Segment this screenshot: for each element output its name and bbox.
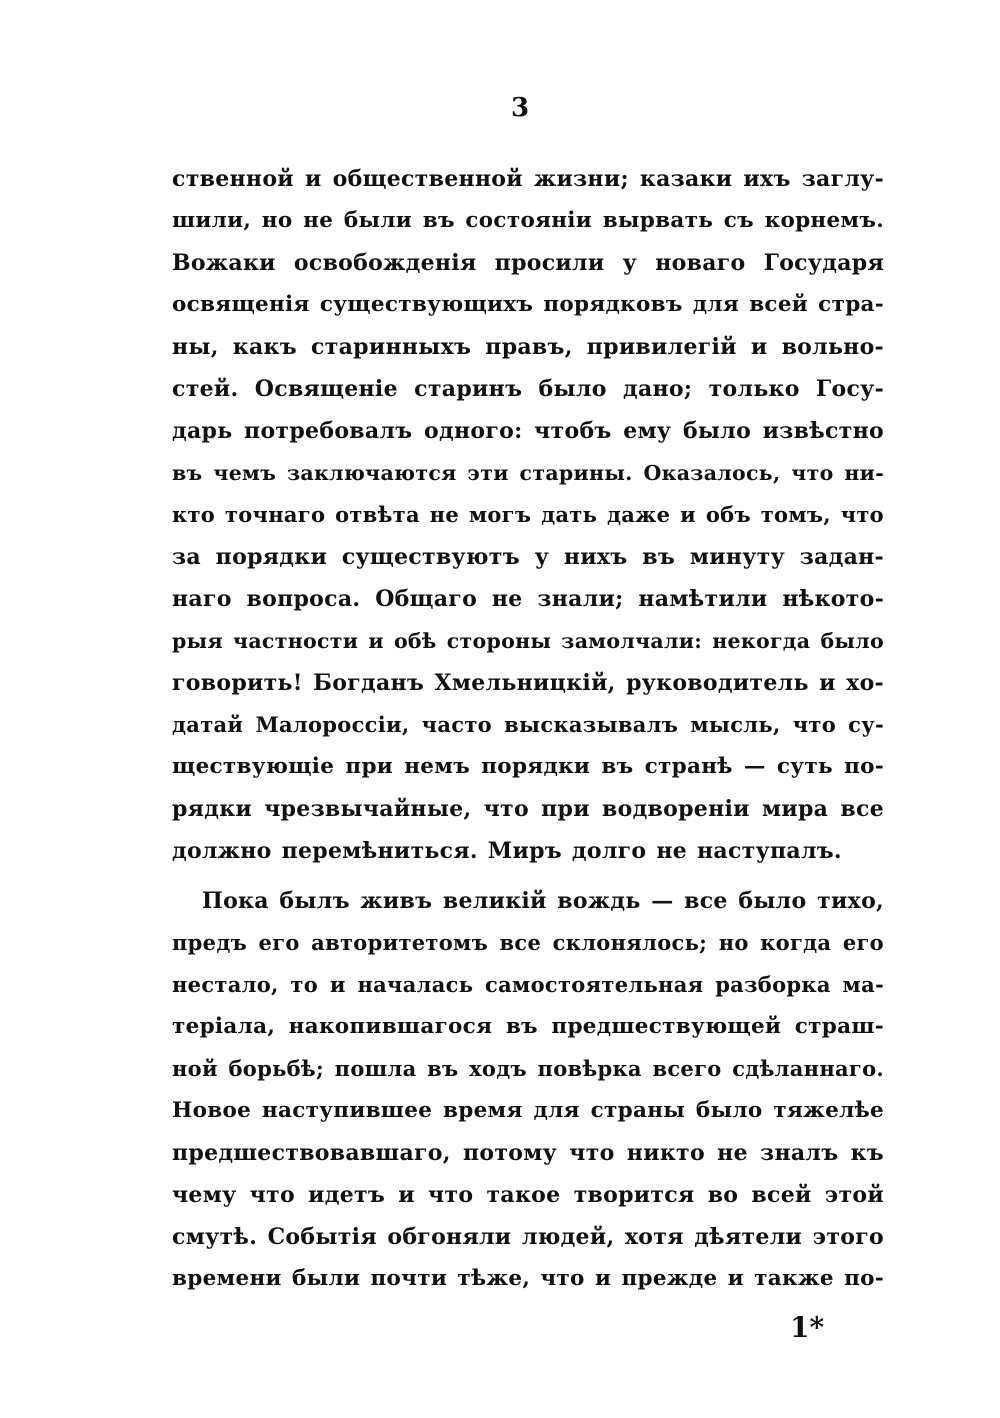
text-line: Пока былъ живъ великій вождь — все было тихо,: [202, 888, 884, 914]
text-line: въ чемъ заключаются эти старины. Оказалось, что ни-: [172, 461, 884, 485]
text-line: должно перемѣниться. Миръ долго не наступалъ.: [172, 838, 842, 864]
text-line: смутѣ. Событія обгоняли людей, хотя дѣятели этого: [172, 1224, 884, 1250]
text-line: освященія существующихъ порядковъ для всей стра-: [172, 292, 884, 317]
text-line: ной борьбѣ; пошла въ ходъ повѣрка всего сдѣланнаго.: [172, 1056, 884, 1081]
text-line: ществующіе при немъ порядки въ странѣ — суть по-: [172, 754, 884, 779]
text-line: шили, но не были въ состояніи вырвать съ корнемъ.: [172, 208, 884, 233]
text-line: времени были почти тѣже, что и прежде и также по-: [172, 1266, 884, 1291]
text-line: Новое наступившее время для страны было тяжелѣе: [172, 1098, 884, 1123]
text-line: предъ его авторитетомъ все склонялось; но когда его: [172, 930, 884, 955]
text-line: ны, какъ старинныхъ правъ, привилегій и вольно-: [172, 334, 884, 360]
text-line: ственной и общественной жизни; казаки ихъ заглу-: [172, 166, 884, 192]
text-line: датай Малороссіи, часто высказывалъ мысль, что су-: [172, 712, 884, 737]
text-line: Вожаки освобожденія просили у новаго Государя: [172, 250, 884, 276]
text-line: нестало, то и началась самостоятельная разборка ма-: [172, 972, 884, 997]
text-line: рядки чрезвычайные, что при водвореніи мира все: [172, 796, 884, 822]
text-line: кто точнаго отвѣта не могъ дать даже и объ томъ, что: [172, 502, 884, 527]
text-line: предшествовавшаго, потому что никто не зналъ къ: [172, 1140, 884, 1166]
signature-mark: 1*: [790, 1311, 825, 1344]
paragraph-1: [172, 158, 884, 872]
text-line: дарь потребовалъ одного: чтобъ ему было извѣстно: [172, 418, 884, 444]
paragraph-2: [172, 880, 884, 1300]
text-line: теріала, накопившагося въ предшествующей страш-: [172, 1014, 884, 1039]
page-number: 3: [510, 93, 530, 123]
text-line: рыя частности и обѣ стороны замолчали: некогда было: [172, 629, 884, 653]
text-line: наго вопроса. Общаго не знали; намѣтили нѣкото-: [172, 586, 884, 612]
text-line: за порядки существуютъ у нихъ въ минуту задан-: [172, 544, 884, 570]
text-line: чему что идетъ и что такое творится во всей этой: [172, 1182, 884, 1208]
text-line: стей. Освященіе старинъ было дано; только Госу-: [172, 376, 884, 402]
text-line: говорить! Богданъ Хмельницкій, руководитель и хо-: [172, 670, 884, 696]
